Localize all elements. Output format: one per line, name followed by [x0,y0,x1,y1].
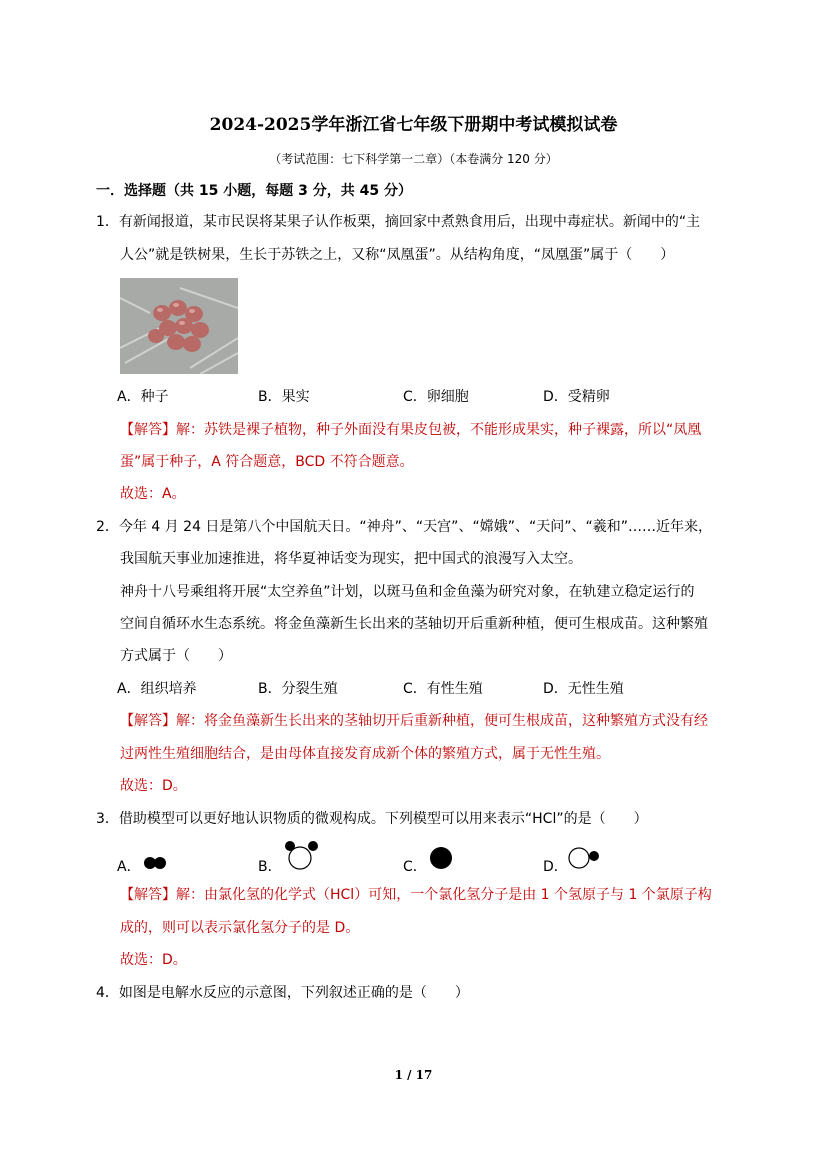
molecule-a-icon [142,855,168,871]
q2-option-c: C．有性生殖 [403,681,483,697]
q2-line4: 空间自循环水生态系统。将金鱼藻新生长出来的茎轴切开后重新种植，便可生根成苗。这种繁殖 [120,616,708,632]
q2-option-b: B．分裂生殖 [258,681,338,697]
q1-option-c: C．卵细胞 [403,389,469,405]
q1-answer-line1: 【解答】解：苏铁是裸子植物，种子外面没有果皮包被，不能形成果实，种子裸露，所以“凤凰 [120,422,702,438]
q3-answer-line2: 成的，则可以表示氯化氢分子的是 D。 [120,920,360,936]
q3-option-c: C． [403,859,427,875]
q1-option-a: A．种子 [117,389,169,405]
q3-option-a: A． [117,859,141,875]
q3-line1: 3．借助模型可以更好地认识物质的微观构成。下列模型可以用来表示“HCl”的是（ ） [96,811,648,827]
q2-option-a: A．组织培养 [117,681,197,697]
q2-line3: 神舟十八号乘组将开展“太空养鱼”计划，以斑马鱼和金鱼藻为研究对象，在轨建立稳定运行的 [120,584,695,600]
q2-line5: 方式属于（ ） [120,648,232,664]
page-number: 1 / 17 [394,1068,433,1082]
molecule-d-icon [567,845,607,871]
q3-choice: 故选：D。 [120,952,187,968]
q2-choice: 故选：D。 [120,778,187,794]
molecule-b-icon [282,838,322,874]
q2-answer-line1: 【解答】解：将金鱼藻新生长出来的茎轴切开后重新种植，便可生根成苗，这种繁殖方式没有经 [120,713,708,729]
q4-line1: 4．如图是电解水反应的示意图，下列叙述正确的是（ ） [96,985,469,1001]
q1-option-b: B．果实 [258,389,310,405]
q1-line1: 1．有新闻报道，某市民误将某果子认作板栗，摘回家中煮熟食用后，出现中毒症状。新闻中的“主 [96,214,701,230]
q2-line1: 2．今年 4 月 24 日是第八个中国航天日。“神舟”、“天宫”、“嫦娥”、“天问”、“羲和”……近年来， [96,519,712,535]
q2-option-d: D．无性生殖 [543,681,624,697]
q1-choice: 故选：A。 [120,486,186,502]
q3-answer-line1: 【解答】解：由氯化氢的化学式（HCl）可知，一个氯化氢分子是由 1 个氢原子与 1 个氯原子构 [120,887,712,903]
q1-option-d: D．受精卵 [543,389,610,405]
q3-option-b: B． [258,859,282,875]
q2-line2: 我国航天事业加速推进，将华夏神话变为现实，把中国式的浪漫写入太空。 [120,551,582,567]
phoenix-egg-photo [120,278,238,374]
page-title: 2024-2025学年浙江省七年级下册期中考试模拟试卷 [209,115,618,135]
q2-answer-line2: 过两性生殖细胞结合，是由母体直接发育成新个体的繁殖方式，属于无性生殖。 [120,746,610,762]
page-subtitle: （考试范围：七下科学第一二章）（本卷满分 120 分） [269,152,558,166]
molecule-c-icon [427,844,455,872]
q1-answer-line2: 蛋”属于种子，A 符合题意，BCD 不符合题意。 [120,454,414,470]
q3-option-d: D． [543,859,568,875]
section-heading: 一．选择题（共 15 小题，每题 3 分，共 45 分） [96,183,412,199]
q1-line2: 人公”就是铁树果，生长于苏铁之上，又称“凤凰蛋”。从结构角度，“凤凰蛋”属于（ ） [120,247,675,263]
